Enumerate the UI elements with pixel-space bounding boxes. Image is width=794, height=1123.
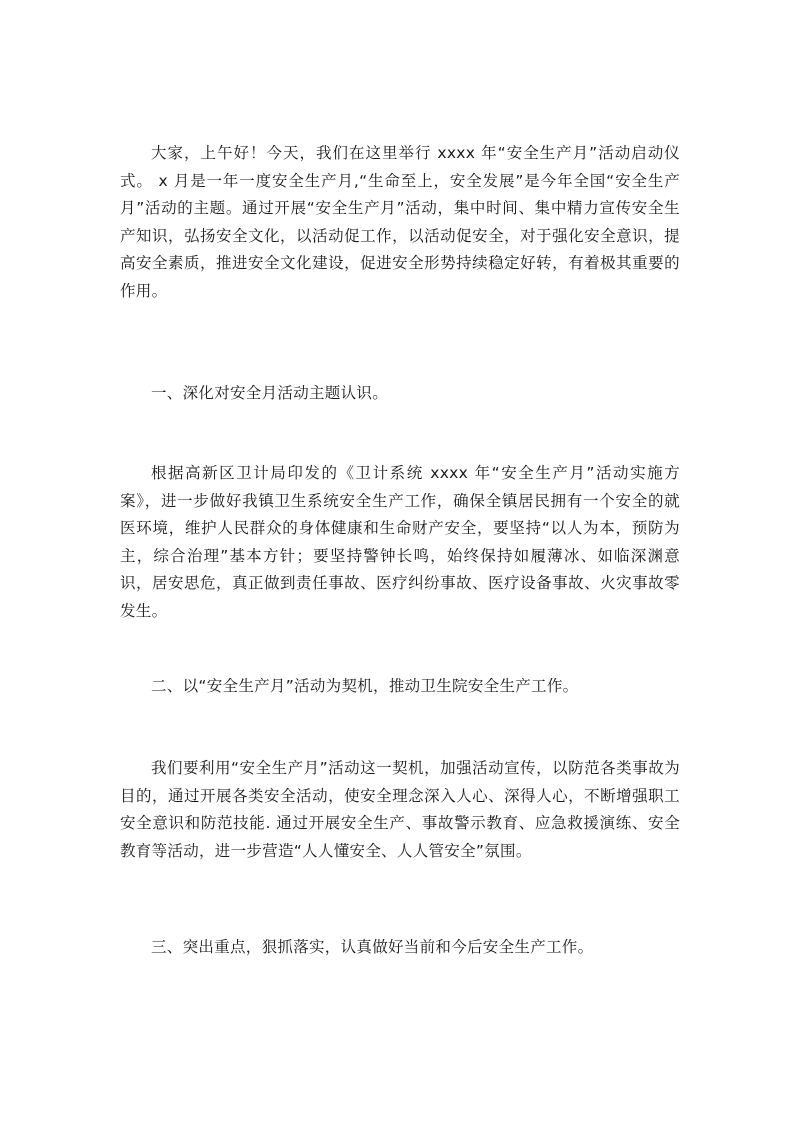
section-2-heading: 二、以“安全生产月”活动为契机，推动卫生院安全生产工作。 bbox=[151, 677, 579, 695]
intro-paragraph: 大家，上午好！今天，我们在这里举行 xxxx 年“安全生产月”活动启动仪式。 x 月是一年一度安全生产月,“生命至上，安全发展”是今年全国“安全生产月”活动的主题。通过开展“安全生产月”活动，集中时间、集中精力宣传安全生产知识，弘扬安全文化，以活动促工作，以活动促安全，对于强化安全意识，提高安全素质，推进安全文化建设，促进安全形势持续稳定好转，有着极其重要的作用。 bbox=[120, 144, 680, 300]
section-3-heading: 三、突出重点，狠抓落实，认真做好当前和今后安全生产工作。 bbox=[151, 938, 594, 956]
section-1-heading: 一、深化对安全月活动主题认识。 bbox=[151, 384, 389, 402]
section-2-paragraph: 我们要利用“安全生产月”活动这一契机，加强活动宣传，以防范各类事故为目的，通过开展各类安全活动，使安全理念深入人心、深得人心，不断增强职工安全意识和防范技能. 通过开展安全生产、事故警示教育、应急救援演练、安全教育等活动，进一步营造“人人懂安全、人人管安全”氛围。 bbox=[120, 759, 680, 860]
section-1-paragraph: 根据高新区卫计局印发的《卫计系统 xxxx 年“安全生产月”活动实施方案》，进一步做好我镇卫生系统安全生产工作，确保全镇居民拥有一个安全的就医环境，维护人民群众的身体健康和生命财产安全，要坚持“以人为本，预防为主，综合治理”基本方针；要坚持警钟长鸣，始终保持如履薄冰、如临深渊意识，居安思危，真正做到责任事故、医疗纠纷事故、医疗设备事故、火灾事故零发生。 bbox=[120, 464, 680, 620]
